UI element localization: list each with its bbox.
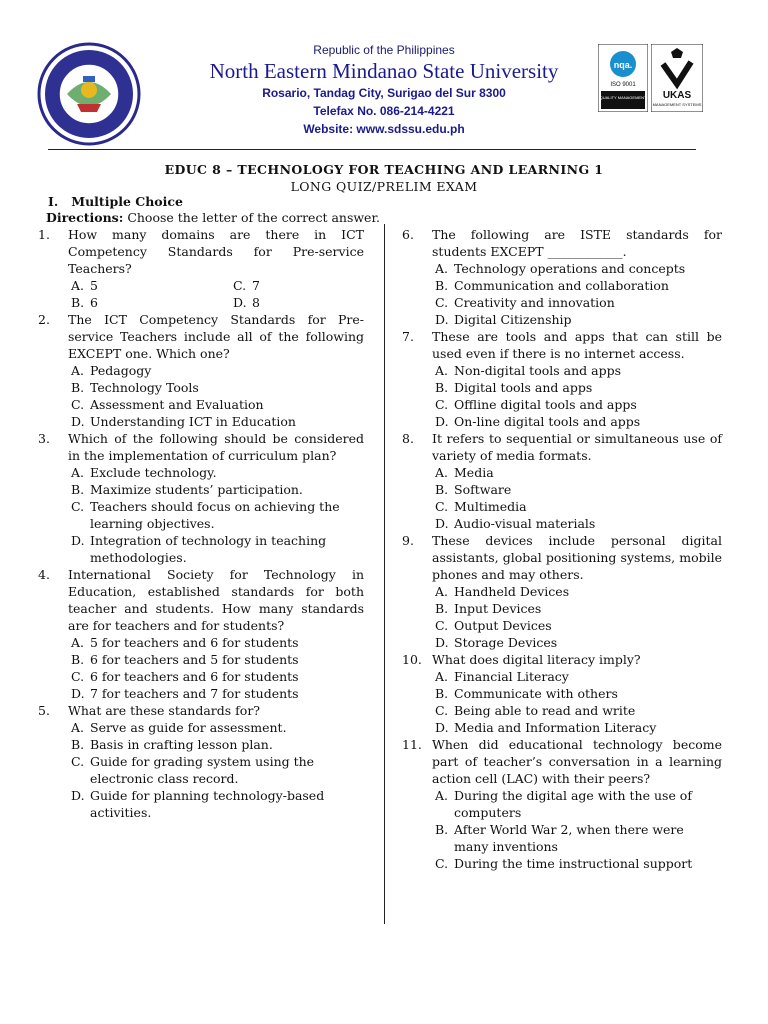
question-number: 2. <box>38 312 50 327</box>
question-stem: The following are ISTE standards for students EXCEPT ____________. <box>432 227 722 259</box>
left-column <box>38 226 364 821</box>
answer-option <box>432 413 722 430</box>
option-letter: A. <box>71 635 85 650</box>
option-text: Storage Devices <box>454 635 558 650</box>
letterhead <box>0 0 768 150</box>
answer-option <box>432 583 722 600</box>
option-text: 8 <box>252 295 260 310</box>
option-text: Technology operations and concepts <box>454 261 686 276</box>
answer-options <box>432 464 722 532</box>
question-number: 4. <box>38 567 50 582</box>
option-text: 5 for teachers and 6 for students <box>90 635 299 650</box>
option-letter: C. <box>71 754 85 769</box>
answer-option <box>432 311 722 328</box>
answer-option <box>432 277 722 294</box>
ukas-label: UKAS <box>662 90 692 101</box>
option-text: Pedagogy <box>90 363 152 378</box>
question-number: 10. <box>402 652 422 667</box>
option-text: Handheld Devices <box>454 584 570 599</box>
option-letter: C. <box>71 499 85 514</box>
option-text: 5 <box>90 278 98 293</box>
question-item <box>38 226 364 311</box>
option-letter: A. <box>71 363 85 378</box>
university-name: North Eastern Mindanao State University <box>209 59 559 83</box>
option-text: Creativity and innovation <box>454 295 615 310</box>
option-letter: C. <box>435 618 449 633</box>
nqa-label: nqa. <box>613 60 633 70</box>
answer-option <box>68 498 364 532</box>
question-item <box>38 311 364 430</box>
question-number: 1. <box>38 227 50 242</box>
option-letter: B. <box>435 601 449 616</box>
answer-option <box>432 481 722 498</box>
address-line: Rosario, Tandag City, Surigao del Sur 8300 <box>262 86 506 100</box>
answer-option <box>68 753 364 787</box>
option-letter: C. <box>71 397 85 412</box>
question-stem: The ICT Competency Standards for Pre-service Teachers include all of the following EXCEPT one. Which one? <box>68 312 364 361</box>
option-letter: B. <box>71 295 85 310</box>
option-letter: D. <box>71 788 85 803</box>
directions-text: Choose the letter of the correct answer. <box>123 210 381 225</box>
answer-option <box>432 379 722 396</box>
option-text: Non-digital tools and apps <box>454 363 621 378</box>
answer-option <box>432 821 722 855</box>
question-stem: What are these standards for? <box>68 703 260 718</box>
option-letter: A. <box>435 261 449 276</box>
option-text: 6 <box>90 295 98 310</box>
answer-option <box>432 396 722 413</box>
republic-line: Republic of the Philippines <box>313 43 455 57</box>
option-text: Media <box>454 465 494 480</box>
answer-option <box>68 651 364 668</box>
answer-options <box>68 719 364 821</box>
option-letter: C. <box>435 499 449 514</box>
answer-option <box>68 464 364 481</box>
option-letter: C. <box>435 703 449 718</box>
option-text: Guide for planning technology-based activities. <box>90 788 325 820</box>
option-text: Digital Citizenship <box>454 312 572 327</box>
option-letter: A. <box>435 584 449 599</box>
option-letter: D. <box>71 533 85 548</box>
answer-options <box>68 277 364 311</box>
option-text: Media and Information Literacy <box>454 720 657 735</box>
answer-option <box>432 294 722 311</box>
answer-option <box>432 787 722 821</box>
option-letter: D. <box>233 295 247 310</box>
telefax-line: Telefax No. 086-214-4221 <box>313 104 455 118</box>
option-text: Communication and collaboration <box>454 278 669 293</box>
question-item <box>38 702 364 821</box>
answer-option <box>68 379 364 396</box>
option-letter: B. <box>71 737 85 752</box>
option-text: Being able to read and write <box>454 703 636 718</box>
option-text: Software <box>454 482 512 497</box>
option-text: 6 for teachers and 5 for students <box>90 652 299 667</box>
option-text: On-line digital tools and apps <box>454 414 641 429</box>
option-letter: A. <box>71 278 85 293</box>
right-column <box>402 226 722 872</box>
answer-options <box>68 634 364 702</box>
section-heading: I. Multiple Choice <box>48 194 183 209</box>
option-letter: A. <box>435 669 449 684</box>
option-text: Offline digital tools and apps <box>454 397 637 412</box>
university-seal-icon <box>37 42 141 146</box>
option-text: 7 <box>252 278 260 293</box>
question-item <box>38 430 364 566</box>
answer-option <box>432 464 722 481</box>
option-letter: A. <box>71 720 85 735</box>
question-number: 9. <box>402 533 414 548</box>
header-divider <box>48 149 696 150</box>
question-number: 11. <box>402 737 422 752</box>
option-text: Digital tools and apps <box>454 380 593 395</box>
answer-option <box>432 855 722 872</box>
option-text: Multimedia <box>454 499 527 514</box>
option-text: Exclude technology. <box>90 465 217 480</box>
question-stem: It refers to sequential or simultaneous use of variety of media formats. <box>432 431 722 463</box>
option-text: 7 for teachers and 7 for students <box>90 686 299 701</box>
answer-option <box>432 617 722 634</box>
answer-option <box>432 260 722 277</box>
question-number: 3. <box>38 431 50 446</box>
answer-option <box>432 634 722 651</box>
answer-option <box>68 719 364 736</box>
question-number: 8. <box>402 431 414 446</box>
answer-options <box>432 583 722 651</box>
option-text: Audio-visual materials <box>454 516 596 531</box>
ukas-sub-label: MANAGEMENT SYSTEMS <box>652 102 702 107</box>
option-letter: C. <box>435 397 449 412</box>
column-divider <box>384 224 385 924</box>
answer-option <box>432 702 722 719</box>
question-stem: How many domains are there in ICT Competency Standards for Pre-service Teachers? <box>68 227 364 276</box>
option-letter: D. <box>435 312 449 327</box>
question-stem: What does digital literacy imply? <box>432 652 641 667</box>
option-text: Guide for grading system using the electronic class record. <box>90 754 315 786</box>
question-item <box>402 226 722 328</box>
exam-title: EDUC 8 – TECHNOLOGY FOR TEACHING AND LEARNING 1 <box>164 162 604 177</box>
option-text: Understanding ICT in Education <box>90 414 296 429</box>
answer-options <box>68 464 364 566</box>
answer-options <box>68 362 364 430</box>
exam-subtitle: LONG QUIZ/PRELIM EXAM <box>290 179 478 194</box>
option-text: Output Devices <box>454 618 552 633</box>
answer-option <box>68 294 230 311</box>
option-letter: A. <box>435 788 449 803</box>
option-letter: D. <box>435 516 449 531</box>
question-item <box>402 651 722 736</box>
answer-option <box>68 787 364 821</box>
option-letter: B. <box>435 686 449 701</box>
option-letter: A. <box>435 363 449 378</box>
answer-option <box>432 498 722 515</box>
website-line: Website: www.sdssu.edu.ph <box>303 122 465 136</box>
answer-option <box>68 396 364 413</box>
answer-option <box>230 294 370 311</box>
option-text: Assessment and Evaluation <box>90 397 264 412</box>
ukas-certification-icon <box>651 44 703 112</box>
answer-options <box>432 260 722 328</box>
option-letter: B. <box>435 482 449 497</box>
answer-option <box>432 685 722 702</box>
option-letter: A. <box>71 465 85 480</box>
answer-option <box>68 413 364 430</box>
answer-options <box>432 787 722 872</box>
option-letter: B. <box>435 278 449 293</box>
option-text: Communicate with others <box>454 686 618 701</box>
answer-option <box>432 668 722 685</box>
quality-management-label: QUALITY MANAGEMENT <box>599 95 647 100</box>
answer-option <box>68 277 230 294</box>
option-text: During the time instructional support <box>454 856 693 871</box>
question-stem: International Society for Technology in Education, established standards for both teacher and students. How many standards are for teachers and for students? <box>68 567 364 633</box>
directions <box>46 209 380 226</box>
option-letter: C. <box>435 295 449 310</box>
option-text: Technology Tools <box>90 380 199 395</box>
option-letter: D. <box>71 414 85 429</box>
iso-label: ISO 9001 <box>610 82 636 88</box>
answer-option <box>68 634 364 651</box>
question-stem: These devices include personal digital assistants, global positioning systems, mobile phones and may others. <box>432 533 722 582</box>
option-letter: D. <box>435 720 449 735</box>
question-number: 7. <box>402 329 414 344</box>
answer-options <box>432 668 722 736</box>
option-letter: C. <box>71 669 85 684</box>
answer-option <box>68 685 364 702</box>
question-item <box>402 328 722 430</box>
answer-options <box>432 362 722 430</box>
option-text: Serve as guide for assessment. <box>90 720 287 735</box>
question-item <box>402 430 722 532</box>
answer-option <box>68 532 364 566</box>
option-letter: B. <box>71 482 85 497</box>
question-number: 5. <box>38 703 50 718</box>
directions-label: Directions: <box>46 210 124 225</box>
question-stem: When did educational technology become part of teacher’s conversation in a learning action cell (LAC) with their peers? <box>432 737 722 786</box>
answer-option <box>68 362 364 379</box>
option-letter: B. <box>71 652 85 667</box>
question-number: 6. <box>402 227 414 242</box>
question-stem: Which of the following should be considered in the implementation of curriculum plan? <box>68 431 364 463</box>
option-letter: A. <box>435 465 449 480</box>
answer-option <box>68 481 364 498</box>
option-letter: D. <box>435 414 449 429</box>
nqa-iso-certification-icon <box>598 44 648 112</box>
question-stem: These are tools and apps that can still be used even if there is no internet access. <box>432 329 722 361</box>
answer-option <box>432 515 722 532</box>
question-item <box>38 566 364 702</box>
option-letter: D. <box>435 635 449 650</box>
option-letter: C. <box>233 278 247 293</box>
option-text: 6 for teachers and 6 for students <box>90 669 299 684</box>
option-text: Financial Literacy <box>454 669 569 684</box>
answer-option <box>68 736 364 753</box>
letterhead-text <box>160 42 608 138</box>
option-text: After World War 2, when there were many inventions <box>454 822 684 854</box>
option-text: Basis in crafting lesson plan. <box>90 737 273 752</box>
option-letter: B. <box>435 380 449 395</box>
option-letter: D. <box>71 686 85 701</box>
option-text: Integration of technology in teaching methodologies. <box>90 533 327 565</box>
answer-option <box>68 668 364 685</box>
option-text: Maximize students’ participation. <box>90 482 303 497</box>
answer-option <box>432 719 722 736</box>
option-text: Teachers should focus on achieving the learning objectives. <box>90 499 340 531</box>
option-letter: B. <box>71 380 85 395</box>
question-item <box>402 736 722 872</box>
option-letter: B. <box>435 822 449 837</box>
option-letter: C. <box>435 856 449 871</box>
answer-option <box>432 600 722 617</box>
answer-option <box>230 277 370 294</box>
option-text: During the digital age with the use of computers <box>454 788 692 820</box>
answer-option <box>432 362 722 379</box>
question-item <box>402 532 722 651</box>
option-text: Input Devices <box>454 601 542 616</box>
